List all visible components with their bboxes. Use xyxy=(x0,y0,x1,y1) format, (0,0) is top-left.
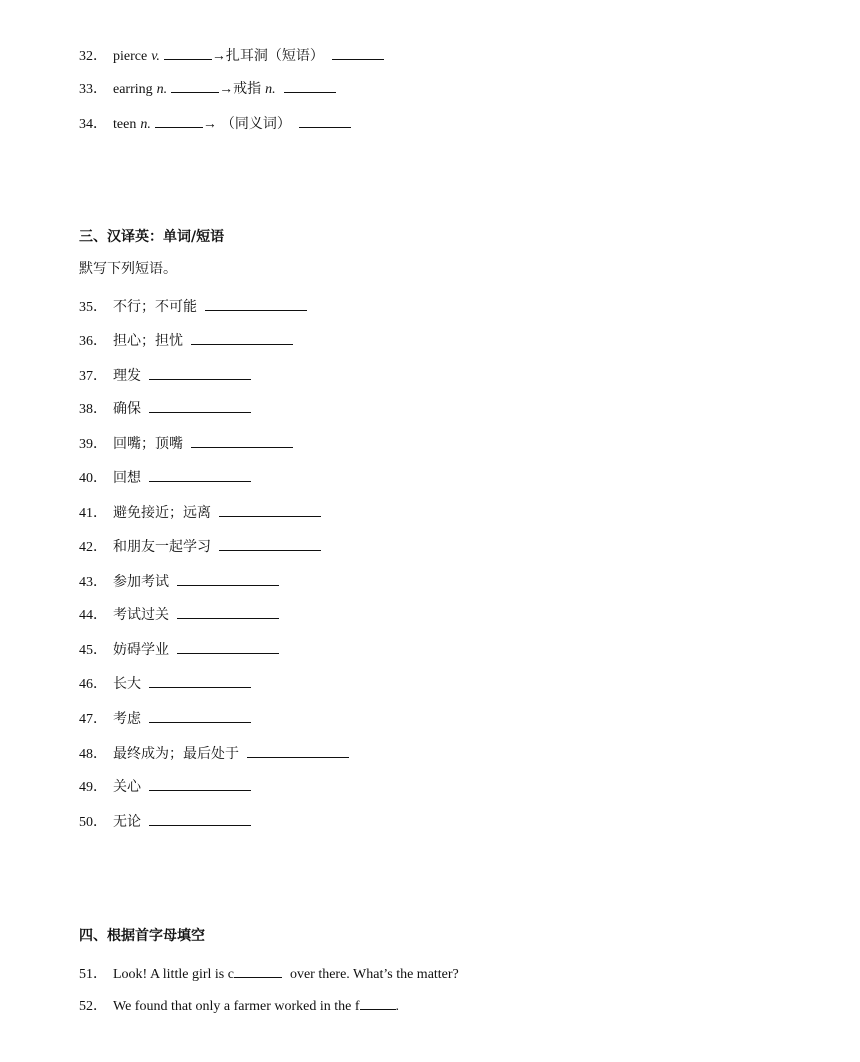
question-text: 不行；不可能 xyxy=(113,300,197,315)
section-title-4: 四、根据首字母填空 xyxy=(79,928,205,944)
question-39 xyxy=(79,433,293,455)
answer-blank[interactable] xyxy=(149,776,251,791)
question-text: 确保 xyxy=(113,402,141,417)
question-text-before: We found that only a farmer worked in the f xyxy=(113,999,360,1014)
question-36 xyxy=(79,330,293,352)
question-42 xyxy=(79,536,321,558)
answer-blank[interactable] xyxy=(191,433,293,448)
part-of-speech: n. xyxy=(156,82,168,97)
answer-blank[interactable] xyxy=(177,571,279,586)
question-48 xyxy=(79,743,349,765)
question-46 xyxy=(79,673,251,695)
question-number: 34． xyxy=(79,117,107,132)
question-41 xyxy=(79,502,321,524)
question-number: 51． xyxy=(79,967,107,982)
section-instruction: 默写下列短语。 xyxy=(79,262,177,277)
question-word: earring xyxy=(113,82,153,97)
question-text: 最终成为；最后处于 xyxy=(113,747,239,762)
question-text: 长大 xyxy=(113,677,141,692)
answer-blank[interactable] xyxy=(149,673,251,688)
target-part-of-speech: n. xyxy=(265,82,276,97)
question-43 xyxy=(79,571,279,593)
answer-blank[interactable] xyxy=(164,45,212,60)
answer-blank[interactable] xyxy=(219,502,321,517)
answer-blank[interactable] xyxy=(149,708,251,723)
target-hint: 戒指 xyxy=(233,82,262,97)
answer-blank[interactable] xyxy=(360,995,396,1010)
question-text: 理发 xyxy=(113,369,141,384)
answer-blank[interactable] xyxy=(149,398,251,413)
question-number: 44． xyxy=(79,608,107,623)
part-of-speech: v. xyxy=(151,49,160,64)
question-text: 考虑 xyxy=(113,712,141,727)
question-47 xyxy=(79,708,251,730)
question-number: 33． xyxy=(79,82,107,97)
answer-blank[interactable] xyxy=(149,811,251,826)
question-text-after: over there. What’s the matter? xyxy=(289,967,459,982)
question-number: 37． xyxy=(79,369,107,384)
question-number: 46． xyxy=(79,677,107,692)
question-text-before: Look! A little girl is c xyxy=(113,967,234,982)
answer-blank[interactable] xyxy=(177,639,279,654)
answer-blank[interactable] xyxy=(234,963,282,978)
answer-blank[interactable] xyxy=(299,113,351,128)
question-45 xyxy=(79,639,279,661)
arrow: → xyxy=(219,82,234,97)
question-text: 避免接近；远离 xyxy=(113,506,211,521)
answer-blank[interactable] xyxy=(191,330,293,345)
target-hint: （同义词） xyxy=(220,117,291,132)
question-text: 担心；担忧 xyxy=(113,334,183,349)
question-text: 回想 xyxy=(113,471,141,486)
question-text: 无论 xyxy=(113,815,141,830)
question-number: 42． xyxy=(79,540,107,555)
answer-blank[interactable] xyxy=(171,78,219,93)
question-text: 关心 xyxy=(113,780,141,795)
arrow: → xyxy=(202,117,217,132)
question-37 xyxy=(79,365,251,387)
question-number: 41． xyxy=(79,506,107,521)
answer-blank[interactable] xyxy=(219,536,321,551)
question-number: 43． xyxy=(79,575,107,590)
question-word: teen xyxy=(113,117,137,132)
answer-blank[interactable] xyxy=(149,467,251,482)
question-number: 39． xyxy=(79,437,107,452)
question-34 xyxy=(79,113,351,135)
question-40 xyxy=(79,467,251,489)
question-number: 48． xyxy=(79,747,107,762)
question-number: 45． xyxy=(79,643,107,658)
question-number: 38． xyxy=(79,402,107,417)
answer-blank[interactable] xyxy=(155,113,203,128)
answer-blank[interactable] xyxy=(177,604,279,619)
part-of-speech: n. xyxy=(140,117,151,132)
question-49 xyxy=(79,776,251,798)
question-number: 40． xyxy=(79,471,107,486)
question-number: 36． xyxy=(79,334,107,349)
question-number: 47． xyxy=(79,712,107,727)
question-35 xyxy=(79,296,307,318)
question-text: 回嘴；顶嘴 xyxy=(113,437,183,452)
question-text: 参加考试 xyxy=(113,575,169,590)
question-text: 和朋友一起学习 xyxy=(113,540,211,555)
question-text: 妨碍学业 xyxy=(113,643,169,658)
answer-blank[interactable] xyxy=(284,78,336,93)
arrow: → xyxy=(211,49,226,64)
question-50 xyxy=(79,811,251,833)
answer-blank[interactable] xyxy=(247,743,349,758)
question-number: 50． xyxy=(79,815,107,830)
section-title-3: 三、汉译英：单词/短语 xyxy=(79,229,225,245)
question-number: 35． xyxy=(79,300,107,315)
answer-blank[interactable] xyxy=(149,365,251,380)
question-33 xyxy=(79,78,336,100)
question-number: 52． xyxy=(79,999,107,1014)
target-hint: 扎耳洞（短语） xyxy=(225,49,324,64)
question-44 xyxy=(79,604,279,626)
answer-blank[interactable] xyxy=(205,296,307,311)
question-word: pierce xyxy=(113,49,148,64)
question-51 xyxy=(79,963,459,985)
answer-blank[interactable] xyxy=(332,45,384,60)
question-number: 49． xyxy=(79,780,107,795)
question-52 xyxy=(79,995,399,1017)
question-38 xyxy=(79,398,251,420)
question-32 xyxy=(79,45,384,67)
question-text: 考试过关 xyxy=(113,608,169,623)
question-number: 32． xyxy=(79,49,107,64)
question-text-after: . xyxy=(395,999,400,1014)
